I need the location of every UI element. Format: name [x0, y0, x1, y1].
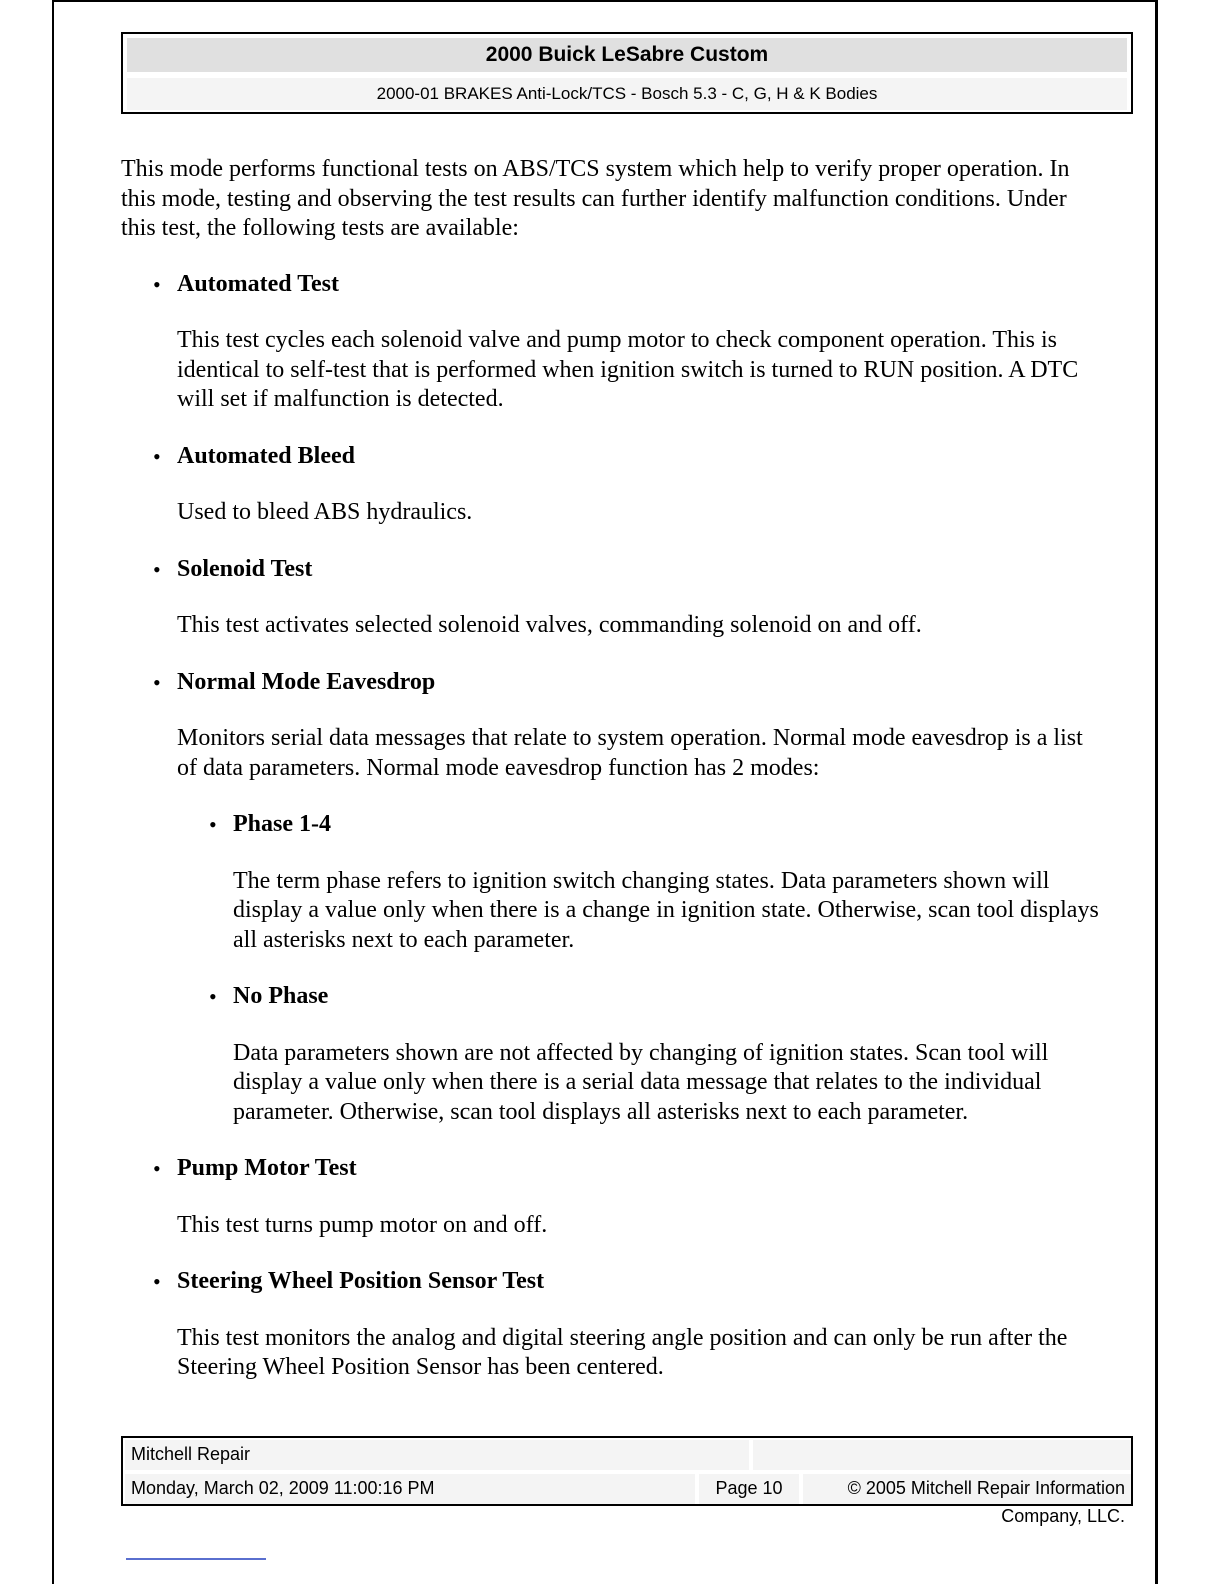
bullet-icon: • [153, 556, 161, 582]
list-item [121, 555, 1101, 641]
document-footer [121, 1436, 1133, 1526]
sub-item-title: No Phase [233, 983, 329, 1009]
sub-item-description: The term phase refers to ignition switch changing states. Data parameters shown will display a value only when there is a change in ignition state. Otherwise, scan tool displays all asterisks next to each parameter. [233, 867, 1099, 953]
bullet-icon: • [153, 443, 161, 469]
bullet-icon: • [153, 271, 161, 297]
footer-copyright: © 2005 Mitchell Repair Information Company, LLC. [803, 1474, 1131, 1504]
document-subtitle: 2000-01 BRAKES Anti-Lock/TCS - Bosch 5.3 - C, G, H & K Bodies [127, 78, 1127, 110]
document-title: 2000 Buick LeSabre Custom [127, 38, 1127, 72]
list-item [121, 1154, 1101, 1240]
bullet-icon: • [209, 812, 217, 837]
bullet-icon: • [153, 669, 161, 695]
document-header [121, 32, 1133, 114]
item-description: This test activates selected solenoid valves, commanding solenoid on and off. [177, 612, 922, 638]
intro-paragraph: This mode performs functional tests on ABS/TCS system which help to verify proper operation. In this mode, testing and observing the test results can further identify malfunction conditions. Under this test, the following tests are available: [121, 156, 1070, 241]
footer-blank-cell [753, 1440, 1131, 1470]
item-title: Steering Wheel Position Sensor Test [177, 1268, 545, 1294]
list-item [121, 668, 1101, 1128]
item-title: Automated Test [177, 270, 340, 297]
bullet-icon: • [209, 984, 217, 1009]
item-description: Monitors serial data messages that relate to system operation. Normal mode eavesdrop is a list of data parameters. Normal mode eavesdrop function has 2 modes: [177, 725, 1083, 781]
bullet-icon: • [153, 1269, 161, 1294]
footer-page-number: Page 10 [699, 1474, 799, 1504]
bullet-icon: • [153, 1156, 161, 1181]
item-title: Solenoid Test [177, 555, 313, 582]
item-title: Normal Mode Eavesdrop [177, 668, 436, 695]
list-item [121, 270, 1101, 415]
item-description: This test monitors the analog and digital steering angle position and can only be run after the Steering Wheel Position Sensor has been centered. [177, 1324, 1068, 1380]
sub-list-item [177, 982, 1101, 1127]
item-title: Automated Bleed [177, 442, 355, 469]
item-description: This test cycles each solenoid valve and pump motor to check component operation. This is identical to self-test that is performed when ignition switch is turned to RUN position. A DTC will set if malfunction is detected. [177, 327, 1079, 412]
item-title: Pump Motor Test [177, 1155, 357, 1181]
list-item [121, 442, 1101, 528]
item-description: Used to bleed ABS hydraulics. [177, 499, 473, 525]
link-underline [126, 1558, 266, 1560]
sub-item-description: Data parameters shown are not affected by changing of ignition states. Scan tool will display a value only when there is a serial data message that relates to the individual parameter. Otherwise, scan tool displays all asterisks next to each parameter. [233, 1039, 1049, 1125]
footer-publisher: Mitchell Repair [125, 1440, 749, 1470]
sub-item-title: Phase 1-4 [233, 811, 331, 837]
footer-date: Monday, March 02, 2009 11:00:16 PM [125, 1474, 695, 1504]
document-body [121, 155, 1101, 1410]
list-item [121, 1267, 1101, 1383]
item-description: This test turns pump motor on and off. [177, 1211, 548, 1238]
sub-list-item [177, 810, 1101, 955]
